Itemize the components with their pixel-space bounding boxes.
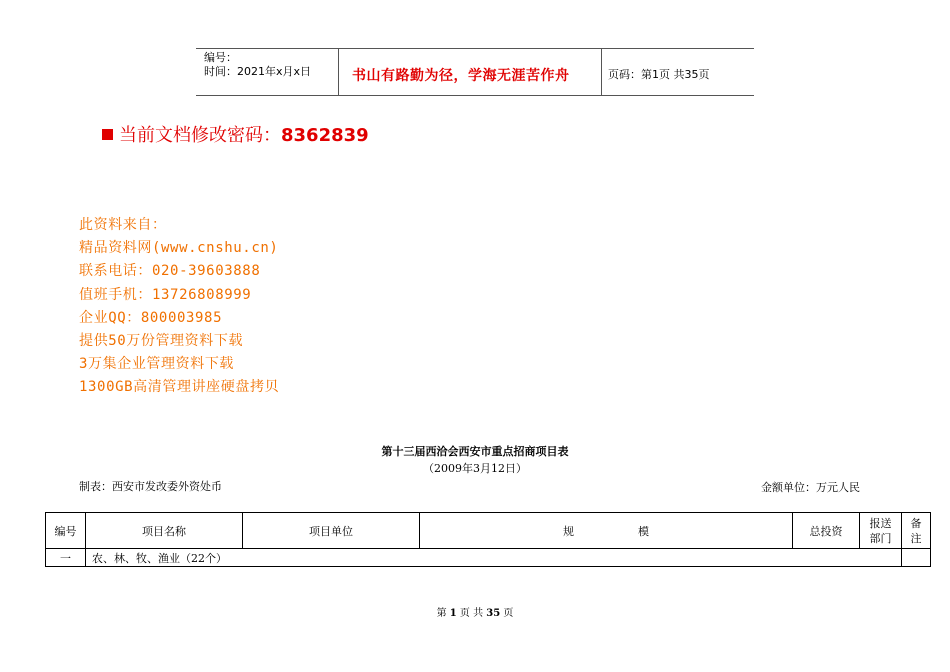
header-scale-1: 规 [563,524,574,538]
password-label: 当前文档修改密码： [119,125,281,146]
info-line: 企业QQ：800003985 [79,309,223,326]
header-page-number: 页码：第1页 共35页 [608,68,710,81]
info-line: 联系电话：020-39603888 [79,263,261,280]
footer-total-pages: 35 [486,608,501,619]
header-scale-2: 模 [638,524,649,538]
header-meta [204,51,311,79]
document-date: （2009年3月12日） [423,462,527,475]
header-investment: 总投资 [793,513,860,549]
row-no: 一 [46,549,86,567]
info-line: 精品资料网(www.cnshu.cn) [79,240,279,257]
header-remark-2: 注 [910,531,922,545]
table-row [46,549,931,567]
header-time: 时间：2021年x月x日 [204,65,312,78]
password-value: 8362839 [281,125,369,146]
header-name: 项目名称 [86,513,243,549]
amount-unit: 金额单位：万元人民 [761,481,860,494]
header-divider [601,49,602,95]
row-remark [902,549,931,567]
header-dept-2: 部门 [869,531,892,545]
document-title: 第十三届西洽会西安市重点招商项目表 [381,445,569,458]
info-line: 3万集企业管理资料下载 [79,356,235,373]
table-maker: 制表：西安市发改委外资处币 [79,480,222,493]
footer-page-number [0,604,950,619]
info-line: 值班手机：13726808999 [79,286,252,303]
footer-prefix: 第 [436,608,447,619]
table-header-row [46,513,931,549]
square-bullet-icon [102,129,113,140]
password-notice [102,121,369,147]
header-no: 编号 [46,513,86,549]
info-line: 此资料来自： [79,217,167,233]
info-line: 提供50万份管理资料下载 [79,333,244,350]
info-line: 1300GB高清管理讲座硬盘拷贝 [79,379,280,396]
project-table [45,512,931,567]
header-remark [902,513,931,549]
header-dept [860,513,902,549]
row-category: 农、林、牧、渔业（22个） [86,549,902,567]
header-number: 编号： [204,51,237,64]
footer-mid: 页 共 [459,608,484,619]
footer-suffix: 页 [503,608,514,619]
source-info [79,214,279,400]
header-scale [420,513,793,549]
header-remark-1: 备 [910,516,922,530]
header-motto: 书山有路勤为径，学海无涯苦作舟 [352,68,570,84]
header-unit: 项目单位 [243,513,420,549]
footer-current-page: 1 [449,608,457,619]
header-dept-1: 报送 [869,516,892,530]
document-header [196,48,754,96]
header-divider [338,49,339,95]
